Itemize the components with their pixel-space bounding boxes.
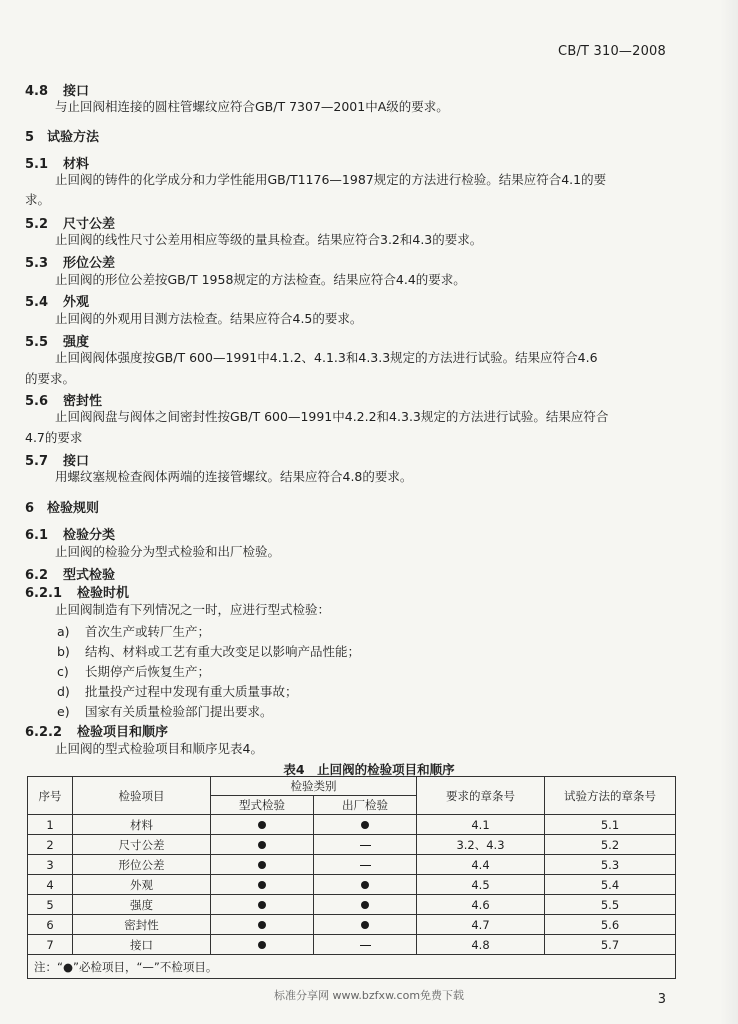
cell-seq: 1 — [28, 815, 73, 835]
required-dot-icon — [258, 841, 266, 849]
cell-req-clause: 4.8 — [417, 935, 545, 955]
cell-seq: 5 — [28, 895, 73, 915]
cell-factory-test — [314, 815, 417, 835]
cell-item: 接口 — [73, 935, 211, 955]
paragraph-5-3: 止回阀的形位公差按GB/T 1958规定的方法检查。结果应符合4.4的要求。 — [55, 272, 466, 287]
list-item: d) 批量投产过程中发现有重大质量事故； — [57, 684, 298, 699]
not-required-dash-icon — [360, 845, 371, 846]
cell-item: 密封性 — [73, 915, 211, 935]
required-dot-icon — [258, 861, 266, 869]
paragraph-5-5-line2: 的要求。 — [25, 371, 76, 386]
list-item: a) 首次生产或转厂生产； — [57, 624, 211, 639]
footer-watermark: 标准分享网 www.bzfxw.com免费下载 — [273, 989, 465, 1002]
table-row — [28, 815, 676, 835]
cell-req-clause: 4.1 — [417, 815, 545, 835]
col-header-category: 检验类别 — [211, 777, 417, 796]
cell-seq: 3 — [28, 855, 73, 875]
cell-req-clause: 4.6 — [417, 895, 545, 915]
heading-6-2-1: 6.2.1 检验时机 — [25, 586, 130, 601]
required-dot-icon — [361, 821, 369, 829]
cell-seq: 4 — [28, 875, 73, 895]
table-caption: 表4 止回阀的检验项目和顺序 — [283, 762, 455, 777]
cell-type-test — [211, 835, 314, 855]
cell-type-test — [211, 875, 314, 895]
col-header-item: 检验项目 — [73, 777, 211, 815]
heading-6-1: 6.1 检验分类 — [25, 528, 116, 543]
cell-method-clause: 5.2 — [545, 835, 676, 855]
paragraph-5-7: 用螺纹塞规检查阀体两端的连接管螺纹。结果应符合4.8的要求。 — [55, 469, 413, 484]
paragraph-4-8: 与止回阀相连接的圆柱管螺纹应符合GB/T 7307—2001中A级的要求。 — [55, 99, 449, 114]
cell-method-clause: 5.7 — [545, 935, 676, 955]
paragraph-6-2-1: 止回阀制造有下列情况之一时，应进行型式检验： — [55, 602, 331, 617]
cell-factory-test — [314, 835, 417, 855]
heading-5-6: 5.6 密封性 — [25, 394, 103, 409]
cell-method-clause: 5.5 — [545, 895, 676, 915]
not-required-dash-icon — [360, 945, 371, 946]
paragraph-5-6-line2: 4.7的要求 — [25, 430, 83, 445]
heading-6: 6 检验规则 — [25, 501, 100, 516]
table-header-row — [28, 777, 676, 796]
list-item: b) 结构、材料或工艺有重大改变足以影响产品性能； — [57, 644, 361, 659]
required-dot-icon — [361, 881, 369, 889]
paragraph-5-1-line2: 求。 — [25, 192, 51, 207]
table-row — [28, 835, 676, 855]
cell-item: 形位公差 — [73, 855, 211, 875]
cell-method-clause: 5.1 — [545, 815, 676, 835]
cell-factory-test — [314, 875, 417, 895]
heading-5-3: 5.3 形位公差 — [25, 256, 116, 271]
table-row — [28, 895, 676, 915]
cell-item: 尺寸公差 — [73, 835, 211, 855]
col-header-seq: 序号 — [28, 777, 73, 815]
not-required-dash-icon — [360, 865, 371, 866]
cell-seq: 6 — [28, 915, 73, 935]
heading-6-2: 6.2 型式检验 — [25, 568, 116, 583]
cell-req-clause: 4.5 — [417, 875, 545, 895]
list-item: e) 国家有关质量检验部门提出要求。 — [57, 704, 273, 719]
paragraph-5-1-line1: 止回阀的铸件的化学成分和力学性能用GB/T1176—1987规定的方法进行检验。结果应符合4.1的要 — [55, 172, 607, 187]
page-number: 3 — [657, 992, 666, 1007]
cell-type-test — [211, 855, 314, 875]
heading-5: 5 试验方法 — [25, 130, 100, 145]
table-note-row — [28, 955, 676, 979]
heading-5-7: 5.7 接口 — [25, 454, 90, 469]
cell-type-test — [211, 895, 314, 915]
paragraph-6-2-2: 止回阀的型式检验项目和顺序见表4。 — [55, 741, 263, 756]
required-dot-icon — [258, 881, 266, 889]
cell-req-clause: 4.4 — [417, 855, 545, 875]
cell-seq: 2 — [28, 835, 73, 855]
col-header-factory-test: 出厂检验 — [314, 796, 417, 815]
inspection-table — [27, 776, 676, 979]
paragraph-5-5-line1: 止回阀阀体强度按GB/T 600—1991中4.1.2、4.1.3和4.3.3规定的方法进行试验。结果应符合4.6 — [55, 350, 598, 365]
cell-type-test — [211, 815, 314, 835]
col-header-req-clause: 要求的章条号 — [417, 777, 545, 815]
standard-code: CB/T 310—2008 — [558, 44, 666, 59]
cell-factory-test — [314, 935, 417, 955]
cell-factory-test — [314, 895, 417, 915]
list-item: c) 长期停产后恢复生产； — [57, 664, 211, 679]
cell-item: 外观 — [73, 875, 211, 895]
table-row — [28, 855, 676, 875]
cell-method-clause: 5.4 — [545, 875, 676, 895]
cell-item: 材料 — [73, 815, 211, 835]
paragraph-5-6-line1: 止回阀阀盘与阀体之间密封性按GB/T 600—1991中4.2.2和4.3.3规定的方法进行试验。结果应符合 — [55, 409, 609, 424]
required-dot-icon — [361, 901, 369, 909]
required-dot-icon — [258, 941, 266, 949]
cell-req-clause: 3.2、4.3 — [417, 835, 545, 855]
required-dot-icon — [258, 901, 266, 909]
cell-factory-test — [314, 855, 417, 875]
paragraph-6-1: 止回阀的检验分为型式检验和出厂检验。 — [55, 544, 281, 559]
heading-4-8: 4.8 接口 — [25, 84, 90, 99]
required-dot-icon — [258, 821, 266, 829]
table-row — [28, 875, 676, 895]
heading-5-4: 5.4 外观 — [25, 295, 90, 310]
cell-method-clause: 5.6 — [545, 915, 676, 935]
cell-type-test — [211, 915, 314, 935]
heading-6-2-2: 6.2.2 检验项目和顺序 — [25, 725, 169, 740]
cell-item: 强度 — [73, 895, 211, 915]
cell-factory-test — [314, 915, 417, 935]
cell-seq: 7 — [28, 935, 73, 955]
paragraph-5-2: 止回阀的线性尺寸公差用相应等级的量具检查。结果应符合3.2和4.3的要求。 — [55, 232, 483, 247]
table-row — [28, 935, 676, 955]
col-header-type-test: 型式检验 — [211, 796, 314, 815]
table-note: 注：“●”必检项目，“—”不检项目。 — [28, 955, 676, 979]
required-dot-icon — [258, 921, 266, 929]
cell-type-test — [211, 935, 314, 955]
cell-method-clause: 5.3 — [545, 855, 676, 875]
page-edge-shadow — [720, 0, 738, 1024]
heading-5-1: 5.1 材料 — [25, 157, 90, 172]
paragraph-5-4: 止回阀的外观用目测方法检查。结果应符合4.5的要求。 — [55, 311, 363, 326]
table-row — [28, 915, 676, 935]
heading-5-5: 5.5 强度 — [25, 335, 90, 350]
col-header-method-clause: 试验方法的章条号 — [545, 777, 676, 815]
required-dot-icon — [361, 921, 369, 929]
heading-5-2: 5.2 尺寸公差 — [25, 217, 116, 232]
cell-req-clause: 4.7 — [417, 915, 545, 935]
